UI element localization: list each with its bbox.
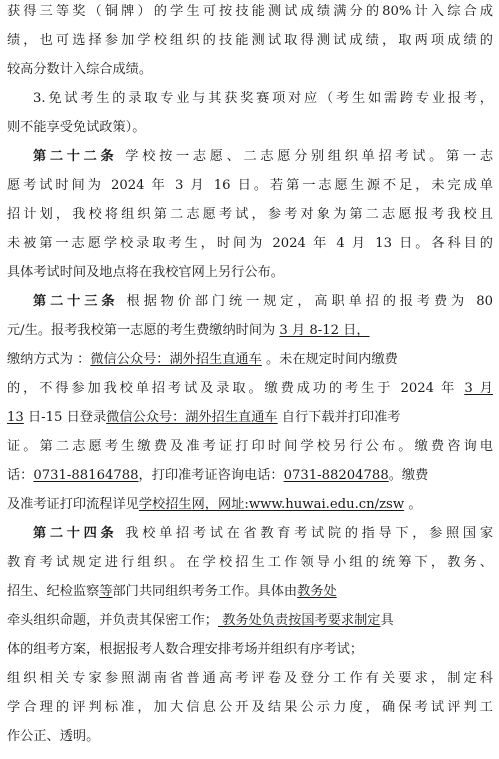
admissions-website-link[interactable]: 学校招生网，网址:www.huwai.edu.cn/zsw	[138, 497, 405, 512]
article-24-line: 作公正、透明。	[7, 729, 100, 744]
text-run: 话：	[7, 468, 34, 483]
article-22-line: 未被第一志愿学校录取考生，时间为 2024 年 4 月 13 日。各科目的	[7, 236, 493, 251]
article-23-line	[7, 350, 493, 370]
article-24-line: 体的组考方案，根据报考人数合理安排考场并组织有序考试；	[7, 642, 364, 657]
wechat-account: 微信公众号：湖外招生直通车	[106, 410, 278, 425]
article-23-line	[7, 379, 493, 399]
article-24-line	[7, 524, 493, 544]
paragraph-line: 绩，也可选择参加学校组织的技能测试取得测试成绩，取两项成绩的	[7, 33, 493, 48]
article-23-line	[7, 495, 493, 515]
article-22-line: 具体考试时间及地点将在我校官网上另行公布。	[7, 265, 284, 280]
date-run: 3 月	[464, 381, 493, 396]
text-run: 的，不得参加我校单招考试及录取。缴费成功的考生于 2024 年	[7, 381, 465, 396]
article-24-line: 组织相关专家参照湖南省普通高考评卷及登分工作有关要求，制定科	[7, 671, 493, 686]
text-run: 自行下载并打印准考	[277, 410, 401, 425]
article-24-line: 学合理的评判标准，加大信息公开及结果公示力度，确保考试评判工	[7, 700, 493, 715]
article-23-line	[7, 292, 493, 312]
article-23-line: 证。第二志愿考生缴费及准考证打印时间学校另行公布。缴费咨询电	[7, 439, 493, 454]
text-run: 。缴费	[388, 468, 429, 483]
article-22-line	[7, 147, 493, 167]
text-run: 。	[404, 497, 422, 512]
text-run: 等	[99, 584, 113, 599]
text-run: 教务处负责按国考要求制定	[218, 613, 381, 628]
article-22-line: 愿考试时间为 2024 年 3 月 16 日。若第一志愿生源不足，未完成单	[7, 178, 493, 193]
text-run: 牵头组织命题，并负责其保密工作；	[7, 613, 218, 628]
payment-phone: 0731-88164788	[33, 468, 139, 483]
text-run: 学校按一志愿、二志愿分别组织单招考试。第一志	[117, 149, 494, 164]
text-run: 招生、纪检监察	[7, 584, 100, 599]
paragraph-line: 则不能享受免试政策）。	[7, 120, 146, 135]
text-run: 具	[380, 613, 394, 628]
text-run: 元/生。报考我校第一志愿的考生费缴纳时间为	[7, 323, 280, 338]
article-23-line	[7, 408, 493, 428]
text-run: 我校单招考试在省教育考试院的指导下，参照国家	[117, 526, 494, 541]
wechat-account: 微信公众号：湖外招生直通车	[90, 352, 262, 367]
article-heading: 第二十三条	[33, 294, 119, 309]
text-run: 根据物价部门统一规定，高职单招的报考费为 80	[118, 294, 494, 309]
text-run: 日-15 日登录	[23, 410, 107, 425]
academic-affairs-office: 教务处	[297, 584, 337, 599]
paragraph-line: 获得三等奖（铜牌）的学生可按技能测试成绩满分的80%计入综合成	[7, 4, 493, 19]
article-24-line: 教育考试规定进行组织。在学校招生工作领导小组的统筹下，教务、	[7, 555, 493, 570]
article-24-line	[7, 582, 493, 602]
article-heading: 第二十二条	[33, 149, 118, 164]
text-run: 及准考证打印流程详见	[7, 497, 139, 512]
article-24-line	[7, 611, 493, 631]
article-heading: 第二十四条	[33, 526, 118, 541]
paragraph-line: 较高分数计入综合成绩。	[7, 62, 153, 77]
text-run: ，打印准考证咨询电话：	[138, 468, 284, 483]
text-run: 缴纳方式为 ：	[7, 352, 91, 367]
text-run: 。未在规定时间内缴费	[261, 352, 398, 367]
article-23-line	[7, 321, 493, 341]
payment-dates: 3 月 8-12 日，	[279, 323, 370, 338]
article-22-line: 招计划，我校将组织第二志愿考试，参考对象为第二志愿报考我校且	[7, 207, 493, 222]
date-run: 13	[7, 410, 24, 425]
article-23-line	[7, 466, 493, 486]
paragraph-line: 3.免试考生的录取专业与其获奖赛项对应（考生如需跨专业报考，	[33, 91, 493, 106]
text-run: 部门共同组织考务工作。具体由	[112, 584, 298, 599]
ticket-phone: 0731-88204788	[283, 468, 389, 483]
